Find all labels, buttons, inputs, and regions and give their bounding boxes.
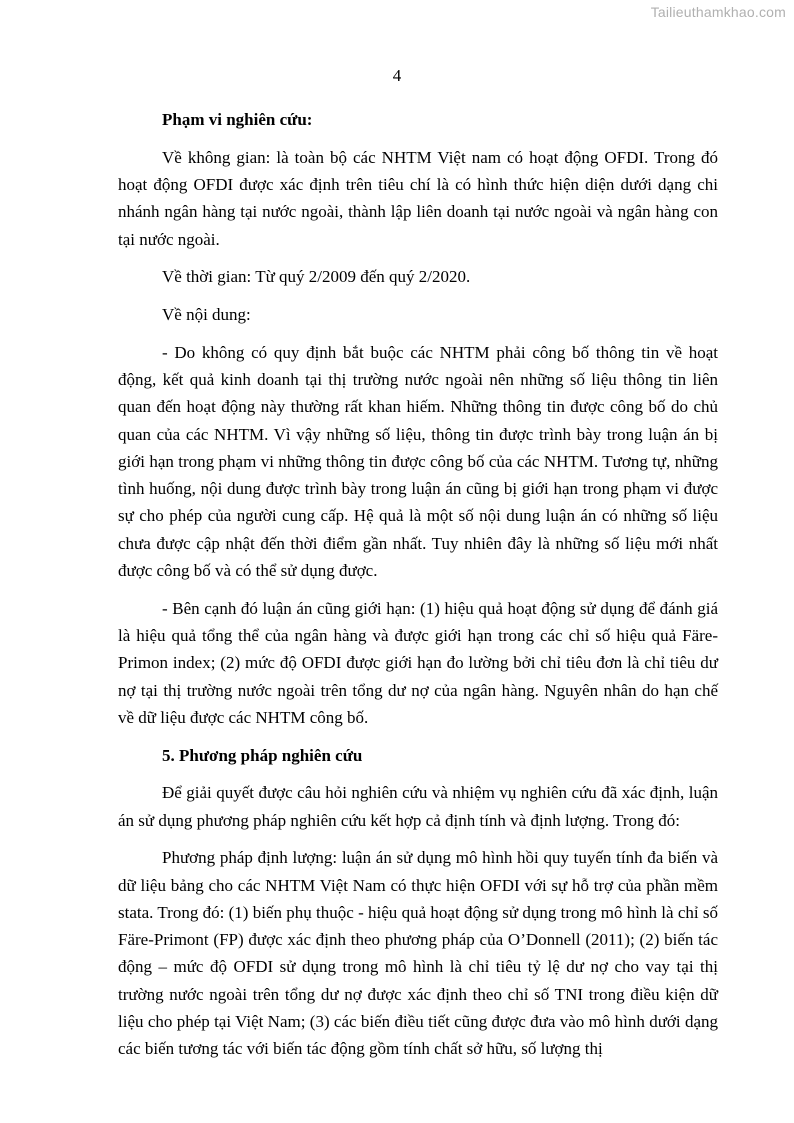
scope-heading: Phạm vi nghiên cứu: — [162, 110, 313, 129]
scope-content-paragraph-2: - Bên cạnh đó luận án cũng giới hạn: (1) hiệu quả hoạt động sử dụng để đánh giá là hiệu quả tổng thể của ngân hàng và được giới hạn trong các chỉ số hiệu quả Färe-Primon index; (2) mức độ OFDI được giới hạn đo lường bởi chỉ tiêu đơn là chỉ tiêu dư nợ tại thị trường nước ngoài trên tổng dư nợ của ngân hàng. Nguyên nhân do hạn chế về dữ liệu được các NHTM công bố. — [118, 598, 718, 727]
methods-heading: 5. Phương pháp nghiên cứu — [162, 745, 363, 765]
methods-quant-paragraph: Phương pháp định lượng: luận án sử dụng mô hình hồi quy tuyến tính đa biến và dữ liệu bảng cho các NHTM Việt Nam có thực hiện OFDI với sự hỗ trợ của phần mềm stata. Trong đó: (1) biến phụ thuộc - hiệu quả hoạt động sử dụng trong mô hình là chỉ số Färe-Primont (FP) được xác định theo phương pháp của O’Donnell (2011); (2) biến tác động – mức độ OFDI sử dụng trong mô hình là chỉ tiêu tỷ lệ dư nợ cho vay tại thị trường nước ngoài trên tổng dư nợ được xác định theo chỉ số TNI trong điều kiện dữ liệu cho phép tại Việt Nam; (3) các biến điều tiết cũng được đưa vào mô hình dưới dạng các biến tương tác với biến tác động gồm tính chất sở hữu, số lượng thị — [118, 848, 718, 1059]
document-body — [118, 106, 718, 1063]
methods-intro-paragraph: Để giải quyết được câu hỏi nghiên cứu và nhiệm vụ nghiên cứu đã xác định, luận án sử dụng phương pháp nghiên cứu kết hợp cả định tính và định lượng. Trong đó: — [118, 783, 718, 830]
watermark: Tailieuthamkhao.com — [650, 4, 786, 20]
scope-space-paragraph: Về không gian: là toàn bộ các NHTM Việt nam có hoạt động OFDI. Trong đó hoạt động OFDI được xác định trên tiêu chí là có hình thức hiện diện dưới dạng chi nhánh ngân hàng tại nước ngoài, thành lập liên doanh tại nước ngoài và ngân hàng con tại nước ngoài. — [118, 147, 718, 249]
scope-content-label: Về nội dung: — [162, 304, 251, 324]
scope-content-paragraph-1: - Do không có quy định bắt buộc các NHTM phải công bố thông tin về hoạt động, kết quả kinh doanh tại thị trường nước ngoài nên những số liệu thông tin liên quan đến hoạt động này thường rất khan hiếm. Những thông tin được công bố do chủ quan của các NHTM. Vì vậy những số liệu, thông tin được trình bày trong luận án bị giới hạn trong phạm vi những thông tin được công bố của các NHTM. Tương tự, những tình huống, nội dung được trình bày trong luận án cũng bị giới hạn trong phạm vi được sự cho phép của người cung cấp. Hệ quả là một số nội dung luận án có những số liệu chưa được cập nhật đến thời điểm gần nhất. Tuy nhiên đây là những số liệu mới nhất được công bố và có thể sử dụng được. — [118, 342, 718, 581]
page-number: 4 — [392, 66, 402, 85]
scope-time-paragraph: Về thời gian: Từ quý 2/2009 đến quý 2/2020. — [162, 267, 471, 287]
